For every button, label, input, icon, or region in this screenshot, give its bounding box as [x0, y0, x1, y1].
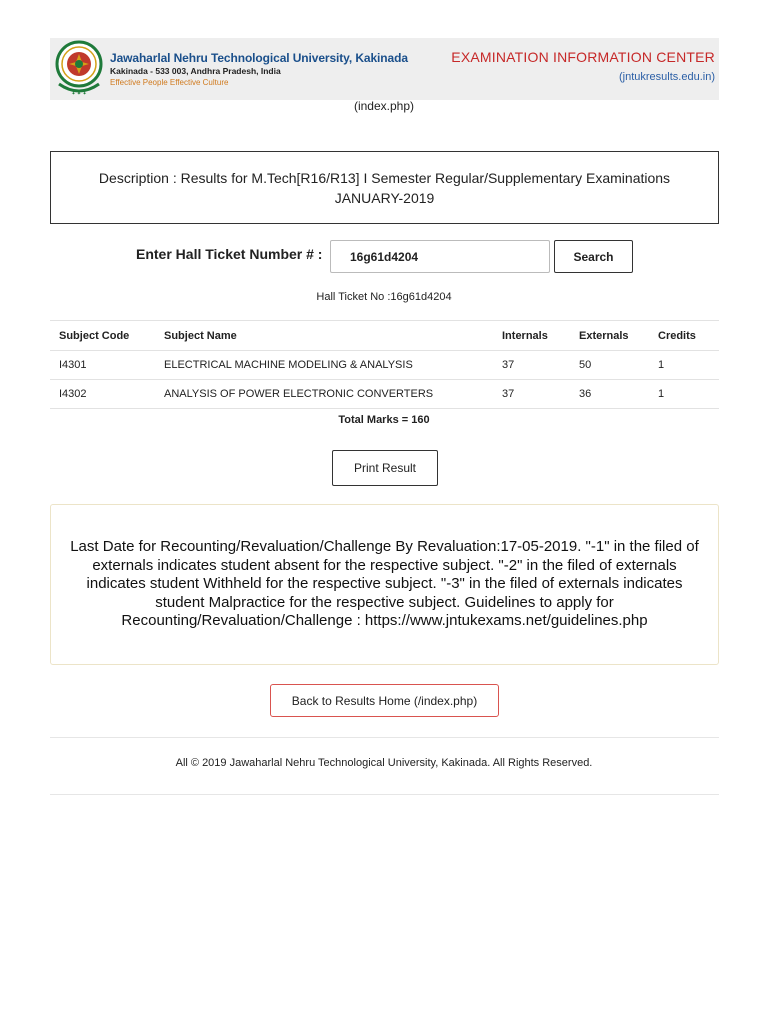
- cell-credits: 1: [649, 380, 719, 409]
- header-subject-code: Subject Code: [50, 321, 155, 351]
- header-internals: Internals: [493, 321, 570, 351]
- cell-externals: 50: [570, 351, 649, 380]
- hall-ticket-label: Enter Hall Ticket Number # :: [136, 246, 323, 262]
- cell-internals: 37: [493, 351, 570, 380]
- hall-ticket-display: Hall Ticket No :16g61d4204: [316, 291, 452, 303]
- university-address: Kakinada - 533 003, Andhra Pradesh, India: [110, 66, 281, 76]
- back-to-home-button[interactable]: Back to Results Home (/index.php): [270, 684, 499, 717]
- cell-subject-name: ANALYSIS OF POWER ELECTRONIC CONVERTERS: [155, 380, 493, 409]
- cell-subject-code: I4301: [50, 351, 155, 380]
- search-button[interactable]: Search: [554, 240, 633, 273]
- university-tagline: Effective People Effective Culture: [110, 78, 229, 87]
- cell-credits: 1: [649, 351, 719, 380]
- cell-subject-code: I4302: [50, 380, 155, 409]
- logo-alt-link[interactable]: (index.php): [353, 99, 415, 113]
- header-banner: [50, 38, 719, 100]
- total-marks: Total Marks = 160: [338, 414, 430, 426]
- university-seal-icon[interactable]: [55, 40, 103, 98]
- hall-ticket-input[interactable]: [330, 240, 550, 273]
- results-table: [50, 320, 719, 409]
- university-name: Jawaharlal Nehru Technological University, Kakinada: [110, 51, 408, 65]
- revaluation-notice: Last Date for Recounting/Revaluation/Challenge By Revaluation:17-05-2019. "-1" in the filed of externals indicates student absent for the respective subject. "-2" in the filed of externals indicates student Withheld for the respective subject. "-3" in the filed of externals indicates student Malpractice for the respective subject. Guidelines to apply for Recounting/Revaluation/Challenge : https://www.jntukexams.net/guidelines.php: [50, 504, 719, 665]
- header-externals: Externals: [570, 321, 649, 351]
- exam-description: Description : Results for M.Tech[R16/R13] I Semester Regular/Supplementary Examinations JANUARY-2019: [50, 151, 719, 224]
- header-subject-name: Subject Name: [155, 321, 493, 351]
- header-credits: Credits: [649, 321, 719, 351]
- footer-copyright: All © 2019 Jawaharlal Nehru Technological University, Kakinada. All Rights Reserved.: [175, 757, 593, 769]
- print-result-button[interactable]: Print Result: [332, 450, 438, 486]
- table-row: [50, 380, 719, 409]
- cell-subject-name: ELECTRICAL MACHINE MODELING & ANALYSIS: [155, 351, 493, 380]
- footer-divider-bottom: [50, 794, 719, 795]
- table-row: [50, 351, 719, 380]
- site-link[interactable]: (jntukresults.edu.in): [619, 71, 715, 83]
- cell-externals: 36: [570, 380, 649, 409]
- svg-text:✦ ✦ ✦: ✦ ✦ ✦: [71, 91, 87, 97]
- footer-divider-top: [50, 737, 719, 738]
- table-header-row: [50, 321, 719, 351]
- exam-center-title: EXAMINATION INFORMATION CENTER: [451, 49, 715, 65]
- cell-internals: 37: [493, 380, 570, 409]
